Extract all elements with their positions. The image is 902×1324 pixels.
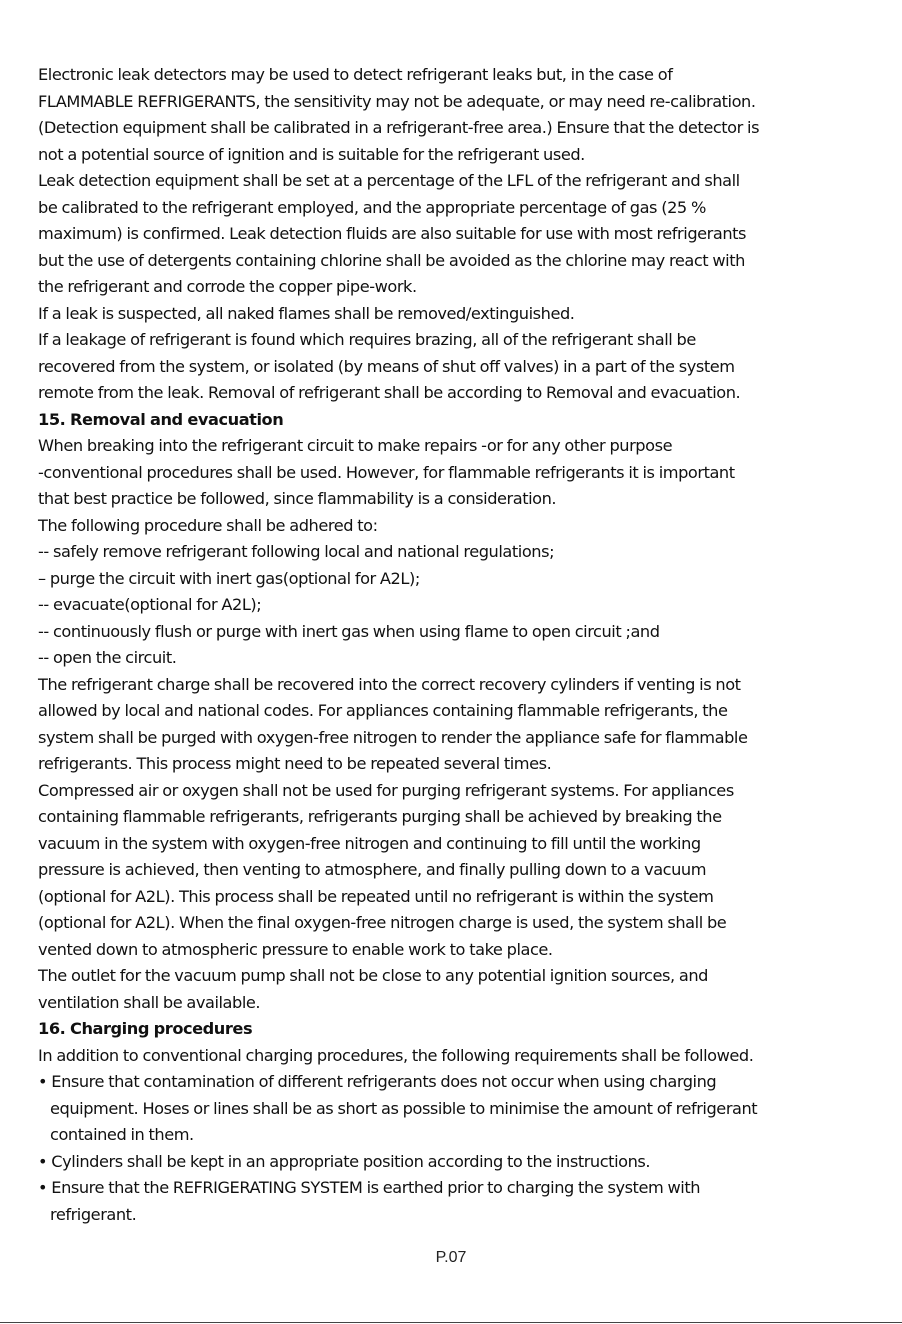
procedure-step: -- open the circuit. — [38, 648, 177, 667]
bullet-continuation: refrigerant. — [50, 1204, 137, 1224]
text-line: Electronic leak detectors may be used to detect refrigerant leaks but, in the case of — [38, 65, 673, 84]
page-body-text — [38, 62, 888, 1228]
text-line: The following procedure shall be adhered to: — [38, 515, 378, 535]
bullet-item: • Ensure that the REFRIGERATING SYSTEM is earthed prior to charging the system with — [38, 1178, 701, 1197]
text-line: Compressed air or oxygen shall not be used for purging refrigerant systems. For appliances — [38, 780, 734, 800]
text-line: maximum) is confirmed. Leak detection fluids are also suitable for use with most refrigerants — [38, 224, 747, 243]
text-line: The refrigerant charge shall be recovered into the correct recovery cylinders if venting is not — [38, 674, 741, 694]
text-line: When breaking into the refrigerant circuit to make repairs -or for any other purpose — [38, 436, 673, 455]
section-heading-removal-evacuation: 15. Removal and evacuation — [38, 409, 284, 429]
procedure-step: -- evacuate(optional for A2L); — [38, 595, 262, 614]
text-line: the refrigerant and corrode the copper pipe-work. — [38, 277, 417, 296]
text-line: not a potential source of ignition and is suitable for the refrigerant used. — [38, 144, 585, 164]
text-line: (optional for A2L). This process shall be repeated until no refrigerant is within the system — [38, 886, 714, 906]
section-heading-charging-procedures: 16. Charging procedures — [38, 1019, 253, 1038]
text-line: (optional for A2L). When the final oxygen-free nitrogen charge is used, the system shall be — [38, 913, 727, 932]
text-line: containing flammable refrigerants, refrigerants purging shall be achieved by breaking the — [38, 807, 722, 826]
page-number: P.07 — [435, 1249, 467, 1266]
text-line: The outlet for the vacuum pump shall not be close to any potential ignition sources, and — [38, 966, 708, 985]
text-line: that best practice be followed, since flammability is a consideration. — [38, 489, 557, 508]
bullet-item: • Ensure that contamination of different refrigerants does not occur when using charging — [38, 1072, 717, 1091]
text-line: -conventional procedures shall be used. However, for flammable refrigerants it is important — [38, 462, 735, 482]
text-line: pressure is achieved, then venting to atmosphere, and finally pulling down to a vacuum — [38, 860, 707, 879]
text-line: remote from the leak. Removal of refrigerant shall be according to Removal and evacuation. — [38, 383, 741, 402]
text-line: refrigerants. This process might need to be repeated several times. — [38, 754, 552, 773]
text-line: vacuum in the system with oxygen-free nitrogen and continuing to fill until the working — [38, 833, 701, 853]
text-line: If a leak is suspected, all naked flames shall be removed/extinguished. — [38, 303, 575, 323]
text-line: but the use of detergents containing chlorine shall be avoided as the chlorine may react with — [38, 250, 745, 270]
text-line: system shall be purged with oxygen-free nitrogen to render the appliance safe for flammable — [38, 727, 748, 747]
text-line: In addition to conventional charging procedures, the following requirements shall be followed. — [38, 1045, 754, 1065]
text-line: recovered from the system, or isolated (by means of shut off valves) in a part of the system — [38, 356, 735, 376]
bullet-item: • Cylinders shall be kept in an appropriate position according to the instructions. — [38, 1151, 651, 1171]
text-line: ventilation shall be available. — [38, 992, 261, 1012]
procedure-step: -- continuously flush or purge with inert gas when using flame to open circuit ;and — [38, 621, 660, 641]
text-line: (Detection equipment shall be calibrated in a refrigerant-free area.) Ensure that the detector is — [38, 118, 760, 137]
text-line: If a leakage of refrigerant is found which requires brazing, all of the refrigerant shall be — [38, 330, 696, 349]
bullet-continuation: equipment. Hoses or lines shall be as short as possible to minimise the amount of refrigerant — [50, 1098, 758, 1118]
procedure-step: -- safely remove refrigerant following local and national regulations; — [38, 542, 555, 561]
procedure-step: – purge the circuit with inert gas(optional for A2L); — [38, 568, 420, 588]
bullet-continuation: contained in them. — [50, 1125, 194, 1144]
text-line: Leak detection equipment shall be set at a percentage of the LFL of the refrigerant and shall — [38, 171, 740, 190]
text-line: vented down to atmospheric pressure to enable work to take place. — [38, 939, 553, 959]
text-line: allowed by local and national codes. For appliances containing flammable refrigerants, the — [38, 701, 728, 720]
text-line: be calibrated to the refrigerant employed, and the appropriate percentage of gas (25 % — [38, 197, 706, 217]
bottom-divider — [0, 1322, 902, 1323]
text-line: FLAMMABLE REFRIGERANTS, the sensitivity may not be adequate, or may need re-calibration. — [38, 91, 756, 111]
